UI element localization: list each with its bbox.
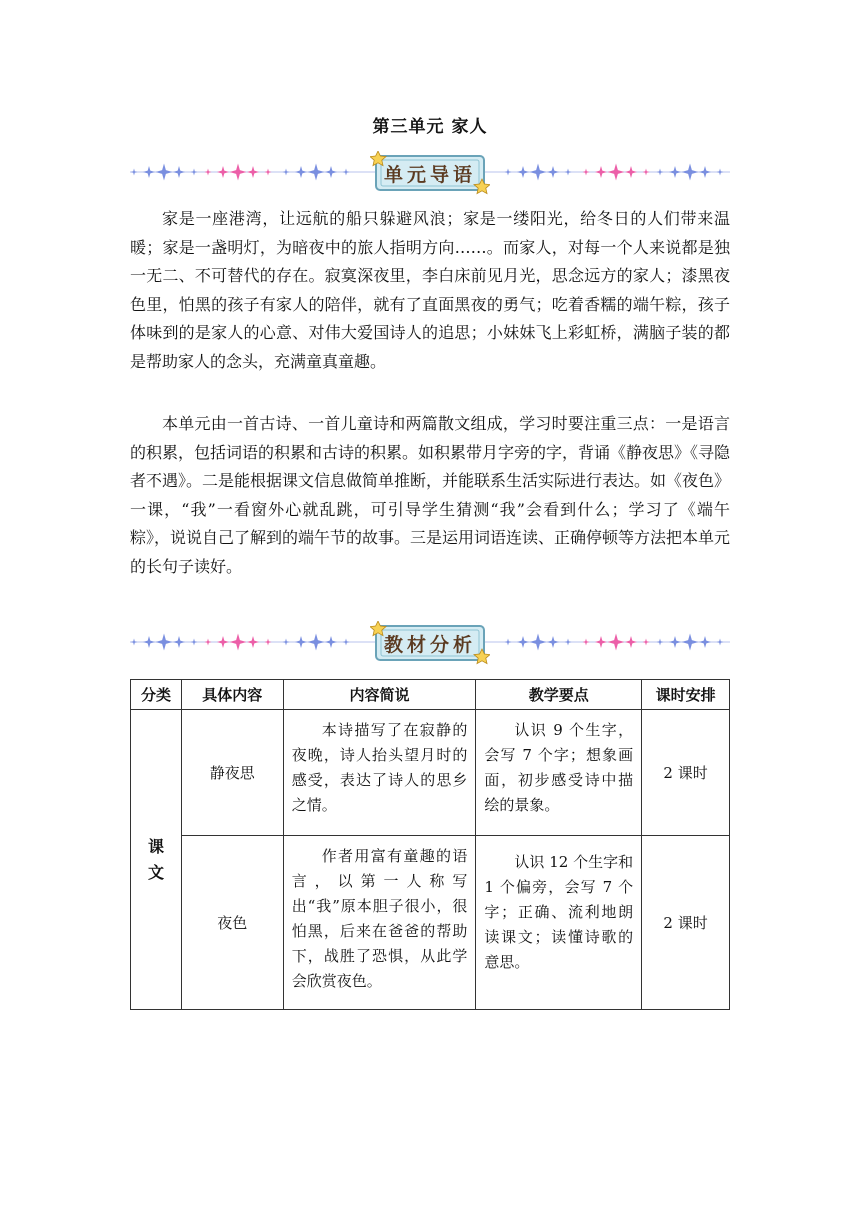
section-divider-intro xyxy=(128,150,732,200)
section-banner xyxy=(370,154,490,192)
header-category: 分类 xyxy=(131,680,182,710)
section-divider-analysis xyxy=(128,620,732,670)
summary-cell: 本诗描写了在寂静的夜晚，诗人抬头望月时的感受，表达了诗人的思乡之情。 xyxy=(283,710,476,836)
page-title: 第三单元 家人 xyxy=(372,117,488,137)
category-label: 课文 xyxy=(147,836,164,882)
content-cell: 夜色 xyxy=(181,836,283,1010)
intro-paragraph-1: 家是一座港湾，让远航的船只躲避风浪；家是一缕阳光，给冬日的人们带来温暖；家是一盏明灯，为暗夜中的旅人指明方向……。而家人，对每一个人来说都是独一无二、不可替代的存在。寂寞深夜里，李白床前见月光，思念远方的家人；漆黑夜色里，怕黑的孩子有家人的陪伴，就有了直面黑夜的勇气；吃着香糯的端午粽，孩子体味到的是家人的心意、对伟大爱国诗人的追思；小妹妹飞上彩虹桥，满脑子装的都是帮助家人的念头，充满童真童趣。 xyxy=(130,209,730,371)
content-cell: 静夜思 xyxy=(181,710,283,836)
points-cell: 认识 12 个生字和 1 个偏旁，会写 7 个字；正确、流利地朗读课文；读懂诗歌的意思。 xyxy=(476,836,642,1010)
header-summary: 内容简说 xyxy=(283,680,476,710)
hours-cell: 2 课时 xyxy=(642,710,730,836)
section-label-analysis: 教材分析 xyxy=(383,633,476,656)
hours-cell: 2 课时 xyxy=(642,836,730,1010)
analysis-table xyxy=(130,679,730,1010)
table-row xyxy=(131,710,730,836)
section-banner xyxy=(370,624,490,662)
category-cell xyxy=(131,710,182,1010)
header-content: 具体内容 xyxy=(181,680,283,710)
intro-paragraph-2: 本单元由一首古诗、一首儿童诗和两篇散文组成，学习时要注重三点：一是语言的积累，包括词语的积累和古诗的积累。如积累带月字旁的字，背诵《静夜思》《寻隐者不遇》。二是能根据课文信息做简单推断，并能联系生活实际进行表达。如《夜色》一课，“我”一看窗外心就乱跳，可引导学生猜测“我”会看到什么；学习了《端午粽》，说说自己了解到的端午节的故事。三是运用词语连读、正确停顿等方法把本单元的长句子读好。 xyxy=(130,414,731,576)
summary-cell: 作者用富有童趣的语言，以第一人称写出“我”原本胆子很小，很怕黑，后来在爸爸的帮助下，战胜了恐惧，从此学会欣赏夜色。 xyxy=(283,836,476,1010)
header-hours: 课时安排 xyxy=(642,680,730,710)
table-row xyxy=(131,836,730,1010)
section-label-intro: 单元导语 xyxy=(383,163,476,186)
points-cell: 认识 9 个生字，会写 7 个字；想象画面，初步感受诗中描绘的景象。 xyxy=(476,710,642,836)
header-points: 教学要点 xyxy=(476,680,642,710)
table-header-row xyxy=(131,680,730,710)
